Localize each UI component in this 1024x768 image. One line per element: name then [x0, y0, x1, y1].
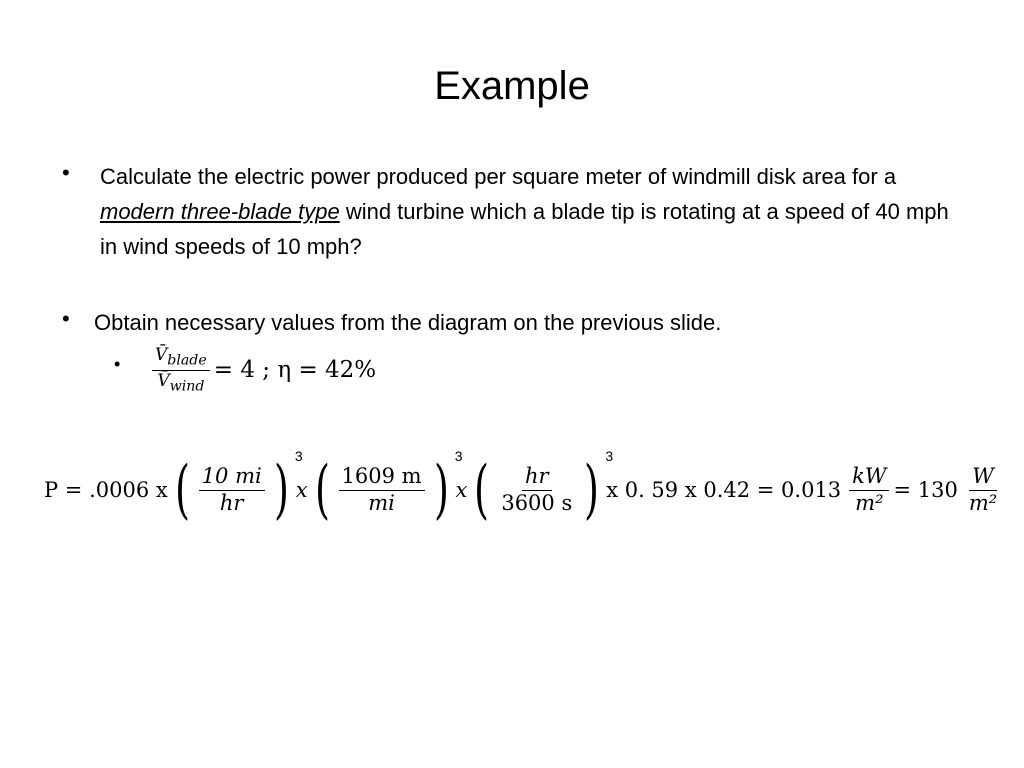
kw-per-m2-unit — [849, 464, 889, 515]
power-equation — [44, 448, 998, 530]
equation-lhs: P = .0006 x — [44, 478, 168, 502]
unit2-numerator: W — [969, 464, 997, 490]
blade-subscript: blade — [167, 352, 207, 369]
wind-subscript: wind — [169, 377, 205, 394]
question-paragraph — [100, 159, 960, 264]
w-per-m2-unit — [966, 464, 1000, 515]
equation-result: = 130 — [893, 478, 958, 502]
unit2-denominator: m² — [968, 490, 998, 515]
hour-conversion-term: ( $\frac{hr}{3600 s}$ ) $^3$ — [474, 448, 614, 527]
speed-ratio-fraction — [152, 345, 210, 395]
fraction2-numerator: 1609 m — [339, 464, 425, 490]
fraction3-denominator: 3600 s — [501, 490, 573, 515]
fraction1-denominator: hr — [219, 490, 244, 515]
bullet-dot: • — [62, 160, 70, 185]
ratio-and-efficiency: = 4 ; η = 42% — [213, 357, 377, 383]
fraction1-numerator: 10 mi — [199, 464, 265, 490]
sub-bullet-dot: • — [114, 354, 121, 374]
equation-middle: x 0. 59 x 0.42 = 0.013 — [606, 478, 842, 502]
question-text-start: Calculate the electric power produced per square meter of windmill disk area for a — [100, 164, 897, 189]
cube-exponent: 3 — [605, 448, 614, 464]
times-symbol: x — [295, 478, 308, 502]
cube-exponent: 3 — [454, 448, 463, 464]
fraction2-denominator: mi — [368, 490, 395, 515]
unit1-denominator: m² — [855, 490, 884, 515]
speed-ratio-expression — [148, 338, 376, 402]
question-text-end: wind turbine which a blade tip is rotating at a speed of 40 mph in wind speeds of 10 mph? — [100, 199, 949, 259]
v-bar-symbol: V̄ — [155, 345, 168, 366]
unit1-numerator: kW — [849, 464, 889, 490]
wind-speed-term: ( $\frac{10 mi}{hr}$ ) $^3$ — [174, 448, 303, 527]
mile-conversion-term: ( $\frac{1609 m}{mi}$ ) $^3$ — [314, 448, 463, 527]
slide-title: Example — [434, 64, 590, 108]
bullet-dot: • — [62, 306, 70, 331]
cube-exponent: 3 — [294, 448, 303, 464]
fraction3-numerator: hr — [522, 464, 552, 490]
instruction-text: Obtain necessary values from the diagram on the previous slide. — [94, 310, 722, 335]
times-symbol: x — [455, 478, 468, 502]
turbine-type-emphasis: modern three-blade type — [100, 199, 340, 224]
v-bar-symbol: V̄ — [157, 370, 170, 391]
